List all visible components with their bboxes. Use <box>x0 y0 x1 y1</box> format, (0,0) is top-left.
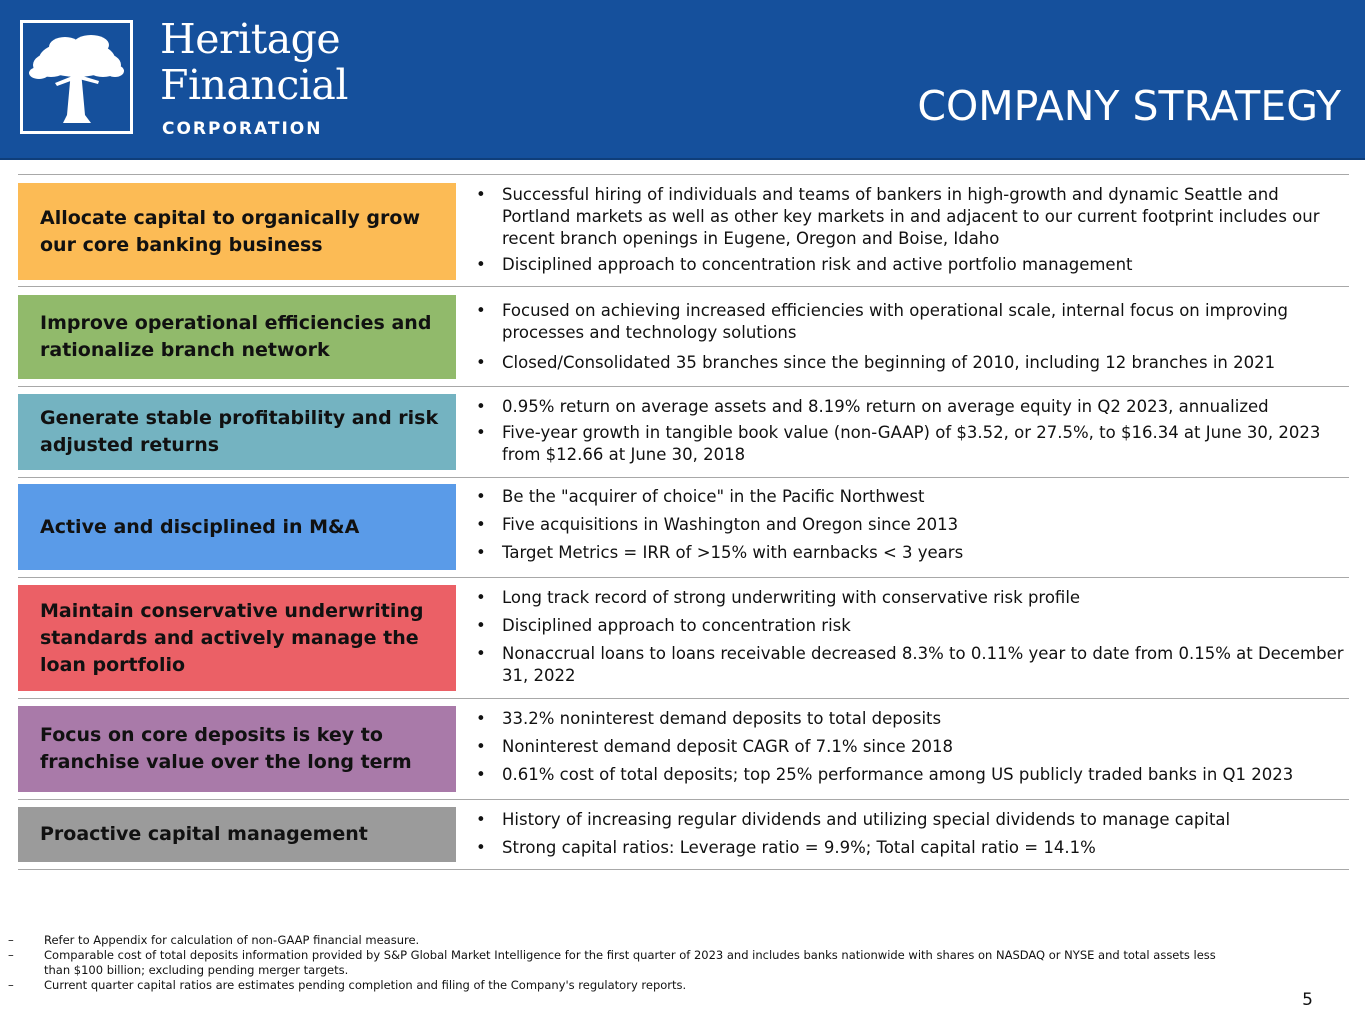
strategy-label <box>18 295 456 379</box>
strategy-label <box>18 394 456 470</box>
bullet-item: • Target Metrics = IRR of >15% with earnbacks < 3 years <box>474 542 1349 564</box>
bullet-item: • Long track record of strong underwriting with conservative risk profile <box>474 587 1349 609</box>
page-title: COMPANY STRATEGY <box>917 82 1341 130</box>
strategy-label-text: Generate stable profitability and risk adjusted returns <box>40 407 439 456</box>
strategy-bullets <box>474 587 1349 687</box>
bullet-item: • Five-year growth in tangible book value (non-GAAP) of $3.52, or 27.5%, to $16.34 at June 30, 2023 from $12.66 at June 30, 2018 <box>474 422 1349 466</box>
footnotes <box>8 933 1238 993</box>
footnote: – Current quarter capital ratios are estimates pending completion and filing of the Company's regulatory reports. <box>8 978 1238 993</box>
footnote: – Refer to Appendix for calculation of non-GAAP financial measure. <box>8 933 1238 948</box>
strategy-bullets <box>474 708 1349 786</box>
strategy-label-text: Maintain conservative underwriting standards and actively manage the loan portfolio <box>40 599 424 676</box>
bullet-item: • Closed/Consolidated 35 branches since the beginning of 2010, including 12 branches in 2021 <box>474 352 1349 374</box>
bullet-item: • History of increasing regular dividends and utilizing special dividends to manage capital <box>474 809 1349 831</box>
strategy-label <box>18 585 456 691</box>
strategy-label <box>18 484 456 570</box>
logo-corporation: CORPORATION <box>162 119 323 139</box>
strategy-bullets <box>474 184 1349 276</box>
strategy-bullets <box>474 396 1349 466</box>
strategy-row <box>18 175 1349 287</box>
bullet-item: • Disciplined approach to concentration risk <box>474 615 1349 637</box>
strategy-label <box>18 706 456 792</box>
strategy-label-text: Active and disciplined in M&A <box>40 515 360 538</box>
strategy-row <box>18 387 1349 478</box>
strategy-label-text: Focus on core deposits is key to franchise value over the long term <box>40 724 412 773</box>
strategy-bullets <box>474 300 1349 374</box>
logo-wordmark <box>160 16 348 108</box>
bullet-item: • Successful hiring of individuals and teams of bankers in high-growth and dynamic Seattle and Portland markets as well as other key markets in and adjacent to our current footprint includes our recent branch openings in Eugene, Oregon and Boise, Idaho <box>474 184 1349 250</box>
strategy-table <box>18 174 1349 870</box>
bullet-item: • Noninterest demand deposit CAGR of 7.1% since 2018 <box>474 736 1349 758</box>
strategy-row <box>18 478 1349 578</box>
page-number: 5 <box>1302 990 1313 1010</box>
bullet-item: • Strong capital ratios: Leverage ratio = 9.9%; Total capital ratio = 14.1% <box>474 837 1349 859</box>
strategy-label <box>18 807 456 862</box>
strategy-row <box>18 699 1349 800</box>
footnote: – Comparable cost of total deposits information provided by S&P Global Market Intelligence for the first quarter of 2023 and includes banks nationwide with shares on NASDAQ or NYSE and total assets less than $100 billion; excluding pending merger targets. <box>8 948 1238 978</box>
strategy-row <box>18 800 1349 870</box>
strategy-label-text: Proactive capital management <box>40 823 368 845</box>
bullet-item: • Be the "acquirer of choice" in the Pacific Northwest <box>474 486 1349 508</box>
logo-line-2: Financial <box>160 61 348 109</box>
tree-logo-icon <box>20 20 133 134</box>
strategy-label <box>18 183 456 280</box>
strategy-label-text: Improve operational efficiencies and rationalize branch network <box>40 312 432 361</box>
header-banner <box>0 0 1365 160</box>
strategy-label-text: Allocate capital to organically grow our core banking business <box>40 206 420 256</box>
bullet-item: • 0.95% return on average assets and 8.19% return on average equity in Q2 2023, annualized <box>474 396 1349 418</box>
bullet-item: • Focused on achieving increased efficiencies with operational scale, internal focus on improving processes and technology solutions <box>474 300 1349 344</box>
strategy-bullets <box>474 809 1349 859</box>
bullet-item: • Disciplined approach to concentration risk and active portfolio management <box>474 254 1349 276</box>
strategy-bullets <box>474 486 1349 564</box>
logo-line-1: Heritage <box>160 15 341 63</box>
bullet-item: • 0.61% cost of total deposits; top 25% performance among US publicly traded banks in Q1 2023 <box>474 764 1349 786</box>
bullet-item: • 33.2% noninterest demand deposits to total deposits <box>474 708 1349 730</box>
bullet-item: • Five acquisitions in Washington and Oregon since 2013 <box>474 514 1349 536</box>
bullet-item: • Nonaccrual loans to loans receivable decreased 8.3% to 0.11% year to date from 0.15% at December 31, 2022 <box>474 643 1349 687</box>
strategy-row <box>18 287 1349 387</box>
strategy-row <box>18 578 1349 699</box>
